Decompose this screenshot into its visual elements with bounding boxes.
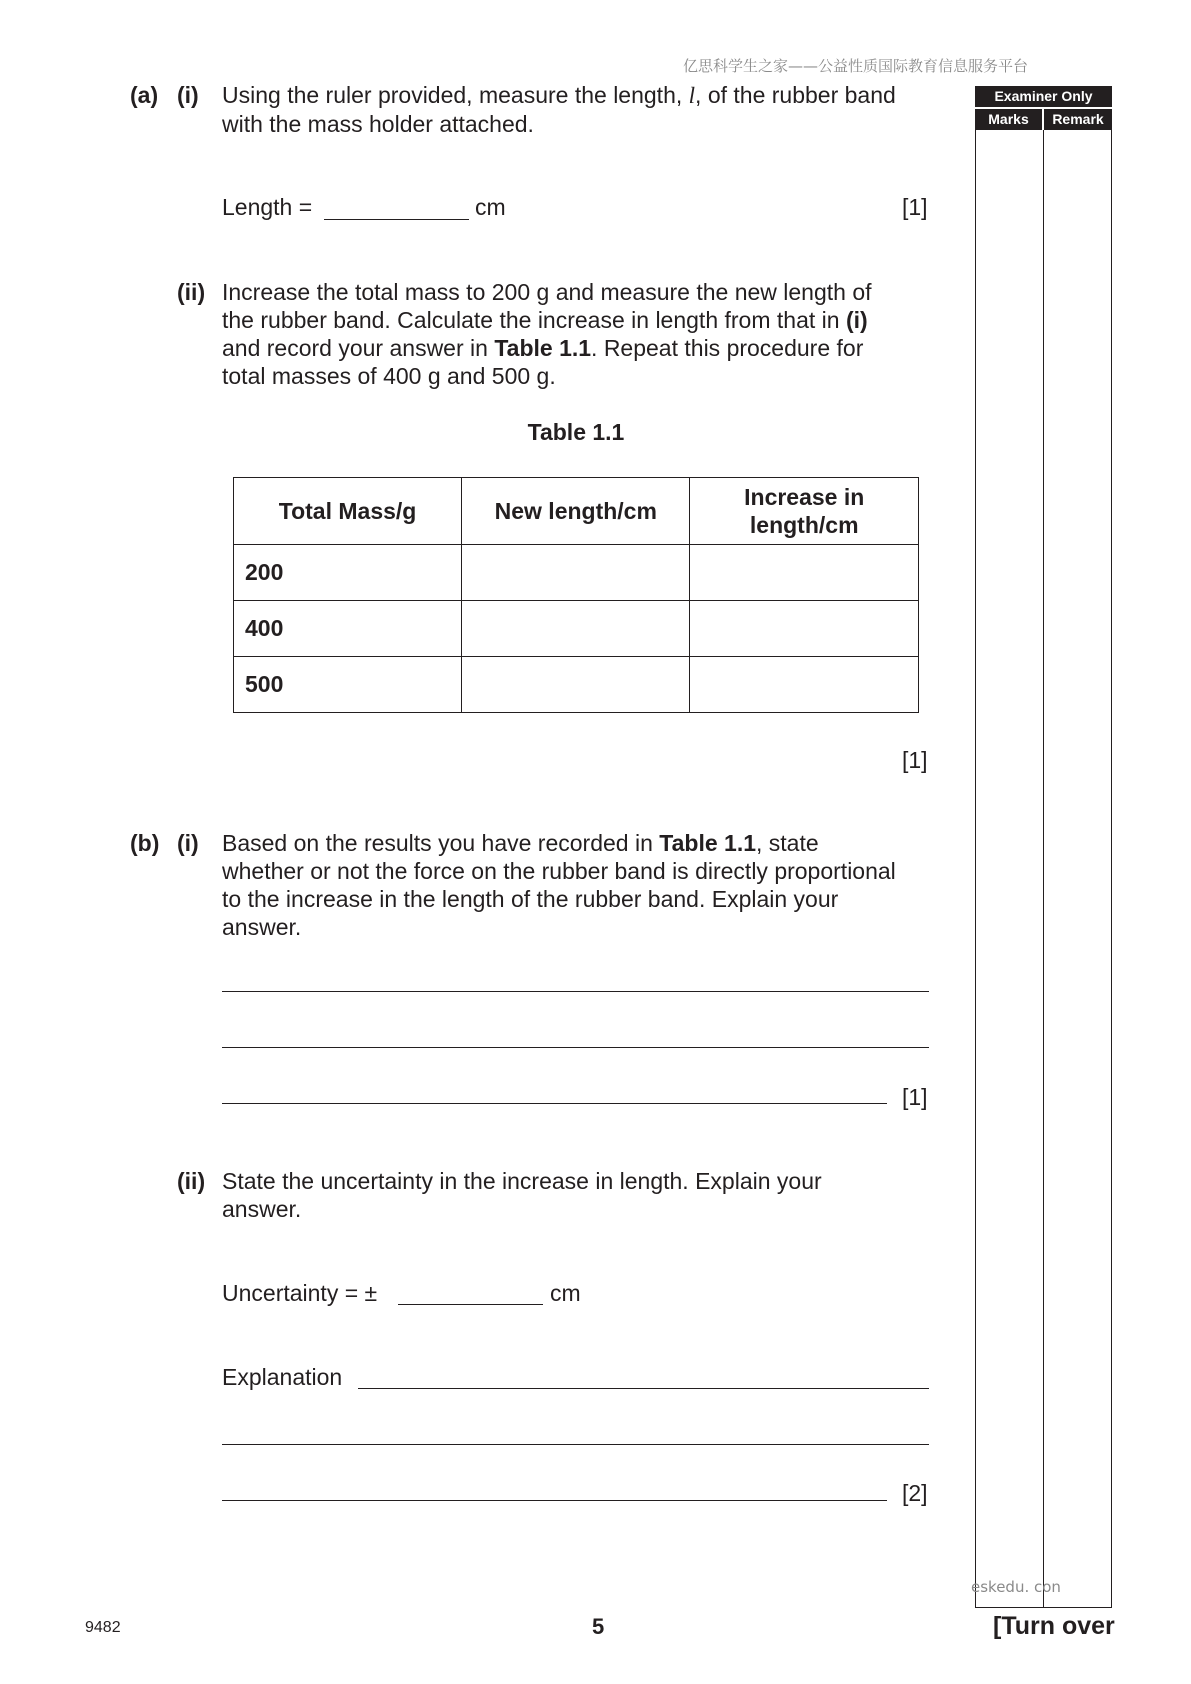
part-a-ii-line3b: Table 1.1 xyxy=(494,335,592,361)
table-header-row xyxy=(234,478,919,545)
part-b-label: (b) xyxy=(130,830,160,856)
examiner-only-header: Examiner Only xyxy=(975,86,1112,107)
part-b-ii-line2: answer. xyxy=(222,1196,302,1222)
answer-line-b-i-3[interactable] xyxy=(222,1103,887,1104)
length-variable: l xyxy=(688,83,696,108)
length-answer-unit: cm xyxy=(475,194,506,220)
header-total-mass: Total Mass/g xyxy=(234,478,462,545)
part-a-ii-label: (ii) xyxy=(177,279,206,305)
mass-cell: 200 xyxy=(234,545,462,601)
part-b-i-question xyxy=(222,829,942,941)
length-answer-field[interactable] xyxy=(324,219,469,220)
header-increase-length-text: Increase in length/cm xyxy=(744,484,865,538)
uncertainty-answer-field[interactable] xyxy=(398,1304,543,1305)
part-b-i-line1b: Table 1.1 xyxy=(659,830,757,856)
increase-cell[interactable] xyxy=(690,545,919,601)
part-a-ii-marks: [1] xyxy=(902,747,928,773)
part-b-ii-label: (ii) xyxy=(177,1168,206,1194)
header-new-length: New length/cm xyxy=(462,478,690,545)
uncertainty-unit: cm xyxy=(550,1280,581,1306)
mass-cell: 500 xyxy=(234,657,462,713)
watermark-top: 亿思科学生之家——公益性质国际教育信息服务平台 xyxy=(683,57,1029,75)
explanation-label: Explanation xyxy=(222,1364,343,1390)
part-a-i-marks: [1] xyxy=(902,194,928,220)
header-increase-length xyxy=(690,478,919,545)
paper-code: 9482 xyxy=(85,1619,121,1636)
watermark-bottom: eskedu. con xyxy=(971,1578,1061,1596)
part-a-label: (a) xyxy=(130,82,159,108)
mass-cell: 400 xyxy=(234,601,462,657)
explanation-line-1[interactable] xyxy=(358,1388,929,1389)
part-a-ii-line3c: . Repeat this procedure for xyxy=(591,335,864,361)
examiner-column-divider xyxy=(1043,130,1044,1608)
part-a-i-line2: with the mass holder attached. xyxy=(222,111,534,137)
part-a-i-question xyxy=(222,81,932,138)
table-row xyxy=(234,601,919,657)
part-b-i-line4: answer. xyxy=(222,914,302,940)
answer-line-b-i-1[interactable] xyxy=(222,991,929,992)
page-number: 5 xyxy=(592,1614,605,1639)
part-b-i-line1c: , state xyxy=(756,830,819,856)
results-table xyxy=(233,477,919,713)
part-b-ii-line1: State the uncertainty in the increase in length. Explain your xyxy=(222,1168,822,1194)
part-a-ii-line3a: and record your answer in xyxy=(222,335,495,361)
part-a-ii-line2a: the rubber band. Calculate the increase in length from that in xyxy=(222,307,846,333)
remark-header: Remark xyxy=(1044,109,1112,130)
uncertainty-prefix: Uncertainty = ± xyxy=(222,1280,378,1306)
part-a-ii-line2b: (i) xyxy=(845,307,868,333)
part-a-i-line1: Using the ruler provided, measure the length, xyxy=(222,82,683,108)
part-b-ii-marks: [2] xyxy=(902,1480,928,1506)
table-row xyxy=(234,545,919,601)
part-a-ii-line4: total masses of 400 g and 500 g. xyxy=(222,363,556,389)
marks-header: Marks xyxy=(975,109,1042,130)
table-title: Table 1.1 xyxy=(527,419,625,445)
increase-cell[interactable] xyxy=(690,601,919,657)
increase-cell[interactable] xyxy=(690,657,919,713)
length-answer-prefix: Length = xyxy=(222,194,313,220)
turn-over: [Turn over xyxy=(993,1612,1115,1640)
table-row xyxy=(234,657,919,713)
explanation-line-2[interactable] xyxy=(222,1444,929,1445)
part-a-ii-line1: Increase the total mass to 200 g and measure the new length of xyxy=(222,279,872,305)
part-b-i-line2: whether or not the force on the rubber band is directly proportional xyxy=(222,858,896,884)
part-a-i-label: (i) xyxy=(177,82,199,108)
answer-line-b-i-2[interactable] xyxy=(222,1047,929,1048)
part-b-i-label: (i) xyxy=(177,830,199,856)
part-a-i-line1-end: , of the rubber band xyxy=(695,82,896,108)
new-length-cell[interactable] xyxy=(462,657,690,713)
part-a-ii-question xyxy=(222,278,932,390)
part-b-i-marks: [1] xyxy=(902,1084,928,1110)
new-length-cell[interactable] xyxy=(462,601,690,657)
part-b-i-line3: to the increase in the length of the rubber band. Explain your xyxy=(222,886,839,912)
part-b-i-line1a: Based on the results you have recorded in xyxy=(222,830,660,856)
part-b-ii-question xyxy=(222,1167,932,1223)
new-length-cell[interactable] xyxy=(462,545,690,601)
explanation-line-3[interactable] xyxy=(222,1500,887,1501)
